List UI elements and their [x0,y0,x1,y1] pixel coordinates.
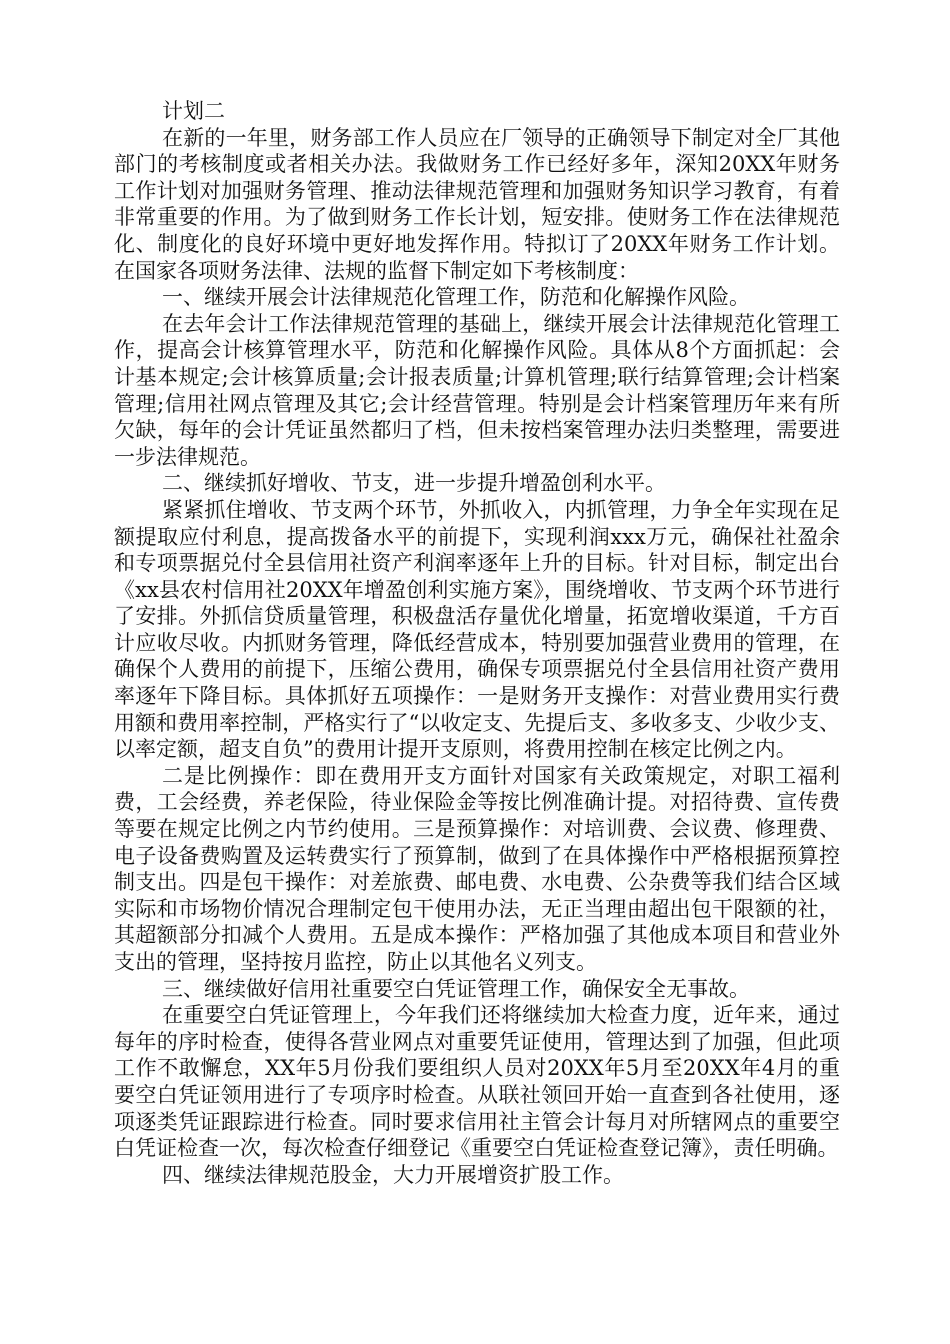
heading-section-1: 一、继续开展会计法律规范化管理工作，防范和化解操作风险。 [162,285,750,310]
heading-section-4: 四、继续法律规范股金，大力开展增资扩股工作。 [162,1162,624,1187]
paragraph-section-3: 在重要空白凭证管理上，今年我们还将继续加大检查力度，近年来，通过每年的序时检查，使得各营业网点对重要凭证使用，管理达到了加强，但此项工作不敢懈怠，XX年5月份我们要组织人员对20XX年5月至20XX年4月的重要空白凭证领用进行了专项序时检查。从联社领回开始一直查到各社使用，逐项逐类凭证跟踪进行检查。同时要求信用社主管会计每月对所辖网点的重要空白凭证检查一次，每次检查仔细登记《重要空白凭证检查登记簿》，责任明确。 [114,1003,840,1161]
paragraph-section-2-a: 紧紧抓住增收、节支两个环节，外抓收入，内抓管理，力争全年实现在足额提取应付利息，提高拨备水平的前提下，实现利润xxx万元，确保社社盈余和专项票据兑付全县信用社资产利润率逐年上升的目标。针对目标，制定出台《xx县农村信用社20XX年增盈创利实施方案》，围绕增收、节支两个环节进行了安排。外抓信贷质量管理，积极盘活存量优化增量，拓宽增收渠道，千方百计应收尽收。内抓财务管理，降低经营成本，特别要加强营业费用的管理，在确保个人费用的前提下，压缩公费用，确保专项票据兑付全县信用社资产费用率逐年下降目标。具体抓好五项操作：一是财务开支操作：对营业费用实行费用额和费用率控制，严格实行了“以收定支、先提后支、多收多支、少收少支、以率定额，超支自负”的费用计提开支原则，将费用控制在核定比例之内。 [114,497,840,762]
document-title: 计划二 [162,99,225,123]
paragraph-section-1: 在去年会计工作法律规范管理的基础上，继续开展会计法律规范化管理工作，提高会计核算管理水平，防范和化解操作风险。具体从8个方面抓起：会计基本规定;会计核算质量;会计报表质量;计算机管理;联行结算管理;会计档案管理;信用社网点管理及其它;会计经营管理。特别是会计档案管理历年来有所欠缺，每年的会计凭证虽然都归了档，但未按档案管理办法归类整理，需要进一步法律规范。 [114,311,840,469]
paragraph-intro: 在新的一年里，财务部工作人员应在厂领导的正确领导下制定对全厂其他部门的考核制度或者相关办法。我做财务工作已经好多年，深知20XX年财务工作计划对加强财务管理、推动法律规范管理和加强财务知识学习教育，有着非常重要的作用。为了做到财务工作长计划，短安排。使财务工作在法律规范化、制度化的良好环境中更好地发挥作用。特拟订了20XX年财务工作计划。在国家各项财务法律、法规的监督下制定如下考核制度： [114,125,840,283]
heading-section-3: 三、继续做好信用社重要空白凭证管理工作，确保安全无事故。 [162,976,750,1001]
heading-section-2: 二、继续抓好增收、节支，进一步提升增盈创利水平。 [162,471,666,496]
document-body [114,98,840,1188]
paragraph-section-2-b: 二是比例操作：即在费用开支方面针对国家有关政策规定，对职工福利费，工会经费，养老保险，待业保险金等按比例准确计提。对招待费、宣传费等要在规定比例之内节约使用。三是预算操作：对培训费、会议费、修理费、电子设备费购置及运转费实行了预算制，做到了在具体操作中严格根据预算控制支出。四是包干操作：对差旅费、邮电费、水电费、公杂费等我们结合区域实际和市场物价情况合理制定包干使用办法，无正当理由超出包干限额的社，其超额部分扣减个人费用。五是成本操作：严格加强了其他成本项目和营业外支出的管理，坚持按月监控，防止以其他名义列支。 [114,763,840,974]
